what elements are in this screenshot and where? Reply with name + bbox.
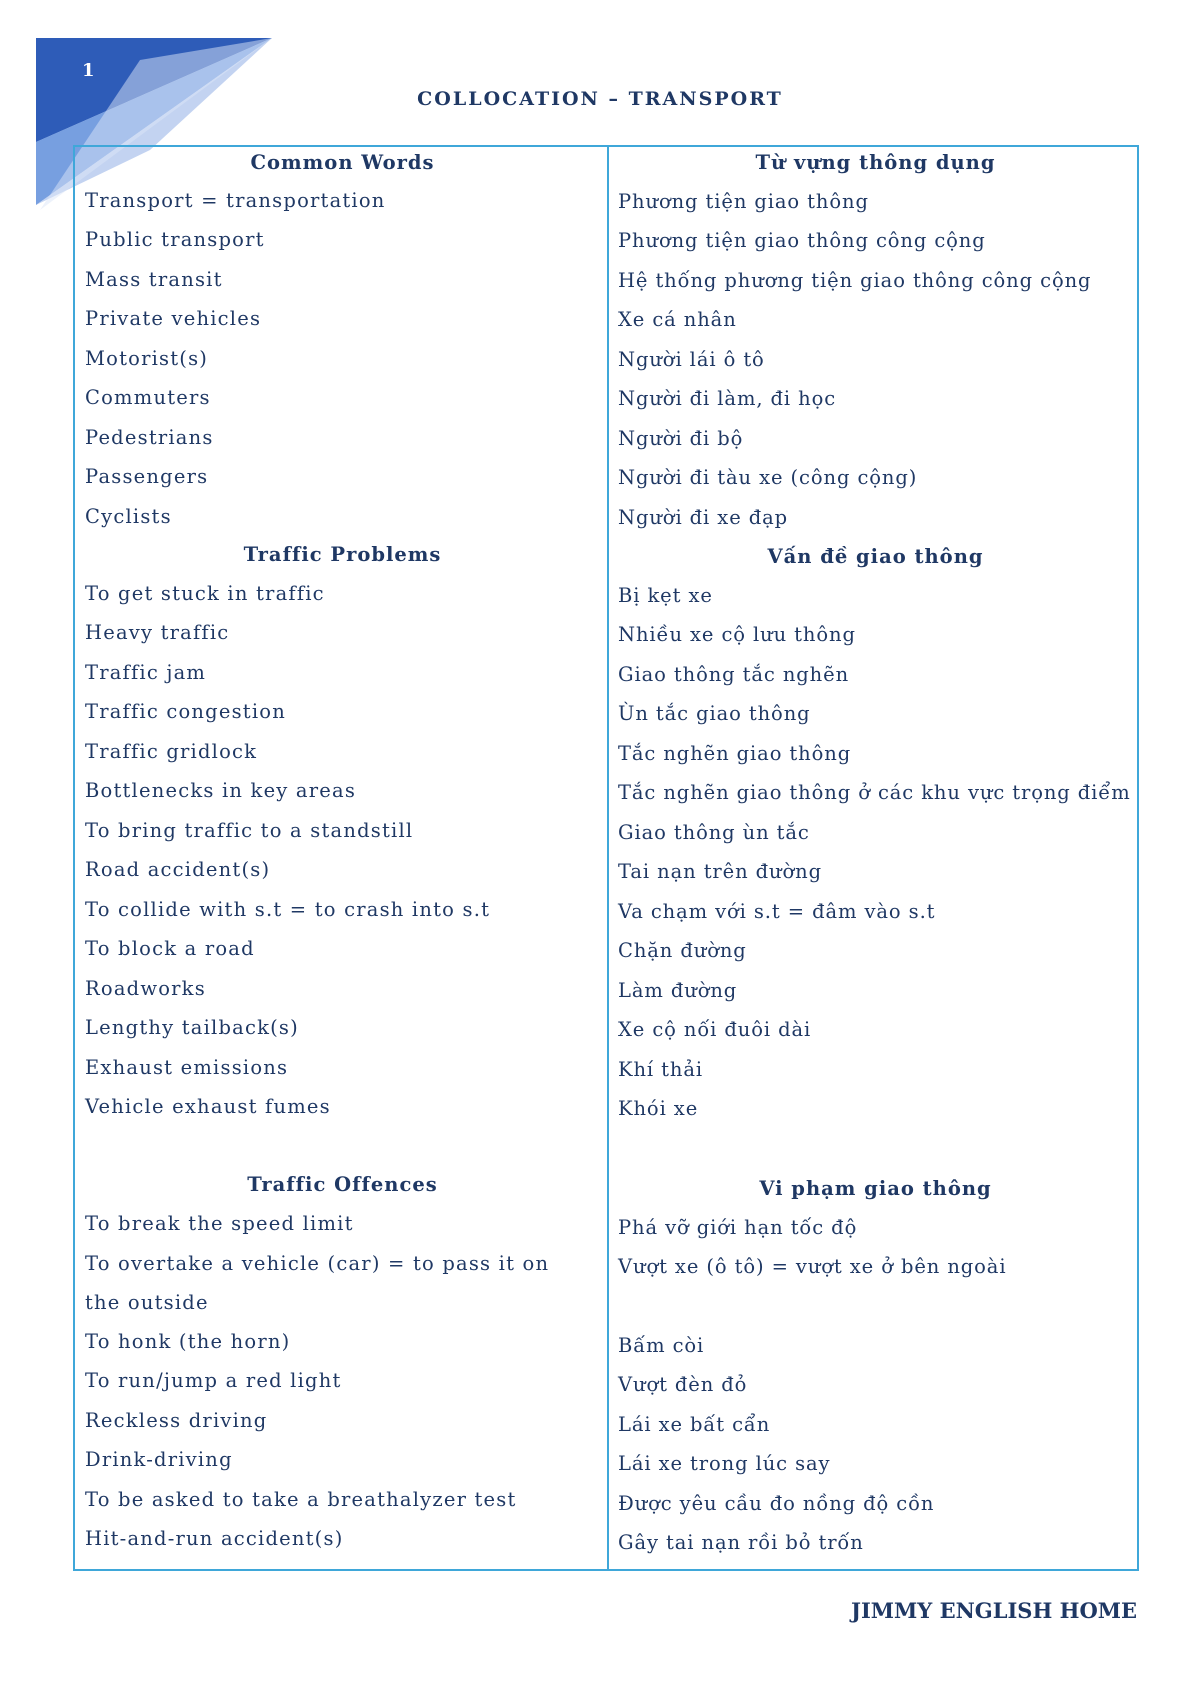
list-item: Người lái ô tô: [618, 348, 765, 371]
list-item: Giao thông ùn tắc: [618, 821, 810, 844]
list-item: Public transport: [85, 228, 265, 251]
list-item: Passengers: [85, 465, 209, 488]
list-item: Exhaust emissions: [85, 1056, 289, 1079]
list-item: Người đi xe đạp: [618, 506, 789, 529]
list-item: Bị kẹt xe: [618, 584, 713, 607]
list-item: Traffic gridlock: [85, 740, 258, 763]
list-item: Hit-and-run accident(s): [85, 1527, 344, 1550]
list-item: Va chạm với s.t = đâm vào s.t: [618, 900, 936, 923]
list-item: Heavy traffic: [85, 621, 230, 644]
list-item: Phá vỡ giới hạn tốc độ: [618, 1216, 858, 1239]
list-item: Lengthy tailback(s): [85, 1016, 299, 1039]
list-item: Roadworks: [85, 977, 206, 1000]
list-item: Vehicle exhaust fumes: [85, 1095, 331, 1118]
list-item: Lái xe bất cẩn: [618, 1413, 771, 1436]
section-header: Traffic Offences: [247, 1173, 438, 1196]
list-item: Private vehicles: [85, 307, 262, 330]
list-item: To be asked to take a breathalyzer test: [85, 1488, 517, 1511]
list-item: Bottlenecks in key areas: [85, 779, 357, 802]
list-item: To break the speed limit: [85, 1212, 354, 1235]
list-item: To bring traffic to a standstill: [85, 819, 414, 842]
list-item: Gây tai nạn rồi bỏ trốn: [618, 1531, 864, 1554]
document-title: COLLOCATION – TRANSPORT: [417, 88, 783, 110]
page-number: 1: [82, 60, 95, 81]
list-item: Người đi làm, đi học: [618, 387, 837, 410]
section-header: Vi phạm giao thông: [759, 1177, 992, 1200]
list-item: Ùn tắc giao thông: [618, 702, 811, 725]
list-item: Phương tiện giao thông công cộng: [618, 229, 986, 252]
section-header: Common Words: [250, 151, 435, 174]
list-item: Road accident(s): [85, 858, 271, 881]
section-header: Vấn đề giao thông: [767, 545, 984, 568]
section-header: Từ vựng thông dụng: [755, 151, 996, 174]
list-item: Hệ thống phương tiện giao thông công cộng: [618, 269, 1092, 292]
list-item: Khí thải: [618, 1058, 704, 1081]
list-item: Xe cá nhân: [618, 308, 737, 331]
list-item: Commuters: [85, 386, 211, 409]
list-item: Drink-driving: [85, 1448, 233, 1471]
list-item: To honk (the horn): [85, 1330, 291, 1353]
list-item: Lái xe trong lúc say: [618, 1452, 831, 1475]
list-item: Được yêu cầu đo nồng độ cồn: [618, 1492, 935, 1515]
list-item: Tắc nghẽn giao thông ở các khu vực trọng điểm: [618, 781, 1131, 804]
list-item: Bấm còi: [618, 1334, 705, 1357]
list-item: Cyclists: [85, 505, 172, 528]
list-item: Khói xe: [618, 1097, 699, 1120]
list-item: Vượt xe (ô tô) = vượt xe ở bên ngoài: [618, 1255, 1007, 1278]
list-item: Reckless driving: [85, 1409, 268, 1432]
list-item: Phương tiện giao thông: [618, 190, 869, 213]
column-divider: [607, 147, 609, 1569]
list-item: To collide with s.t = to crash into s.t: [85, 898, 491, 921]
list-item: Người đi tàu xe (công cộng): [618, 466, 918, 489]
list-item: To run/jump a red light: [85, 1369, 342, 1392]
list-item: Làm đường: [618, 979, 738, 1002]
list-item: Chặn đường: [618, 939, 747, 962]
list-item: Giao thông tắc nghẽn: [618, 663, 850, 686]
list-item: Pedestrians: [85, 426, 214, 449]
list-item: Xe cộ nối đuôi dài: [618, 1018, 812, 1041]
list-item: Motorist(s): [85, 347, 209, 370]
list-item: Nhiều xe cộ lưu thông: [618, 623, 856, 646]
list-item: Traffic congestion: [85, 700, 286, 723]
list-item: Người đi bộ: [618, 427, 744, 450]
list-item: Tắc nghẽn giao thông: [618, 742, 852, 765]
list-item: Transport = transportation: [85, 189, 386, 212]
section-header: Traffic Problems: [243, 543, 442, 566]
list-item: To overtake a vehicle (car) = to pass it on the outside: [85, 1252, 550, 1315]
vocabulary-table: [73, 145, 1139, 1571]
footer-brand: JIMMY ENGLISH HOME: [851, 1598, 1137, 1623]
list-item: To get stuck in traffic: [85, 582, 325, 605]
list-item: Vượt đèn đỏ: [618, 1373, 748, 1396]
list-item: Traffic jam: [85, 661, 207, 684]
list-item: Tai nạn trên đường: [618, 860, 822, 883]
list-item: Mass transit: [85, 268, 223, 291]
list-item: To block a road: [85, 937, 255, 960]
